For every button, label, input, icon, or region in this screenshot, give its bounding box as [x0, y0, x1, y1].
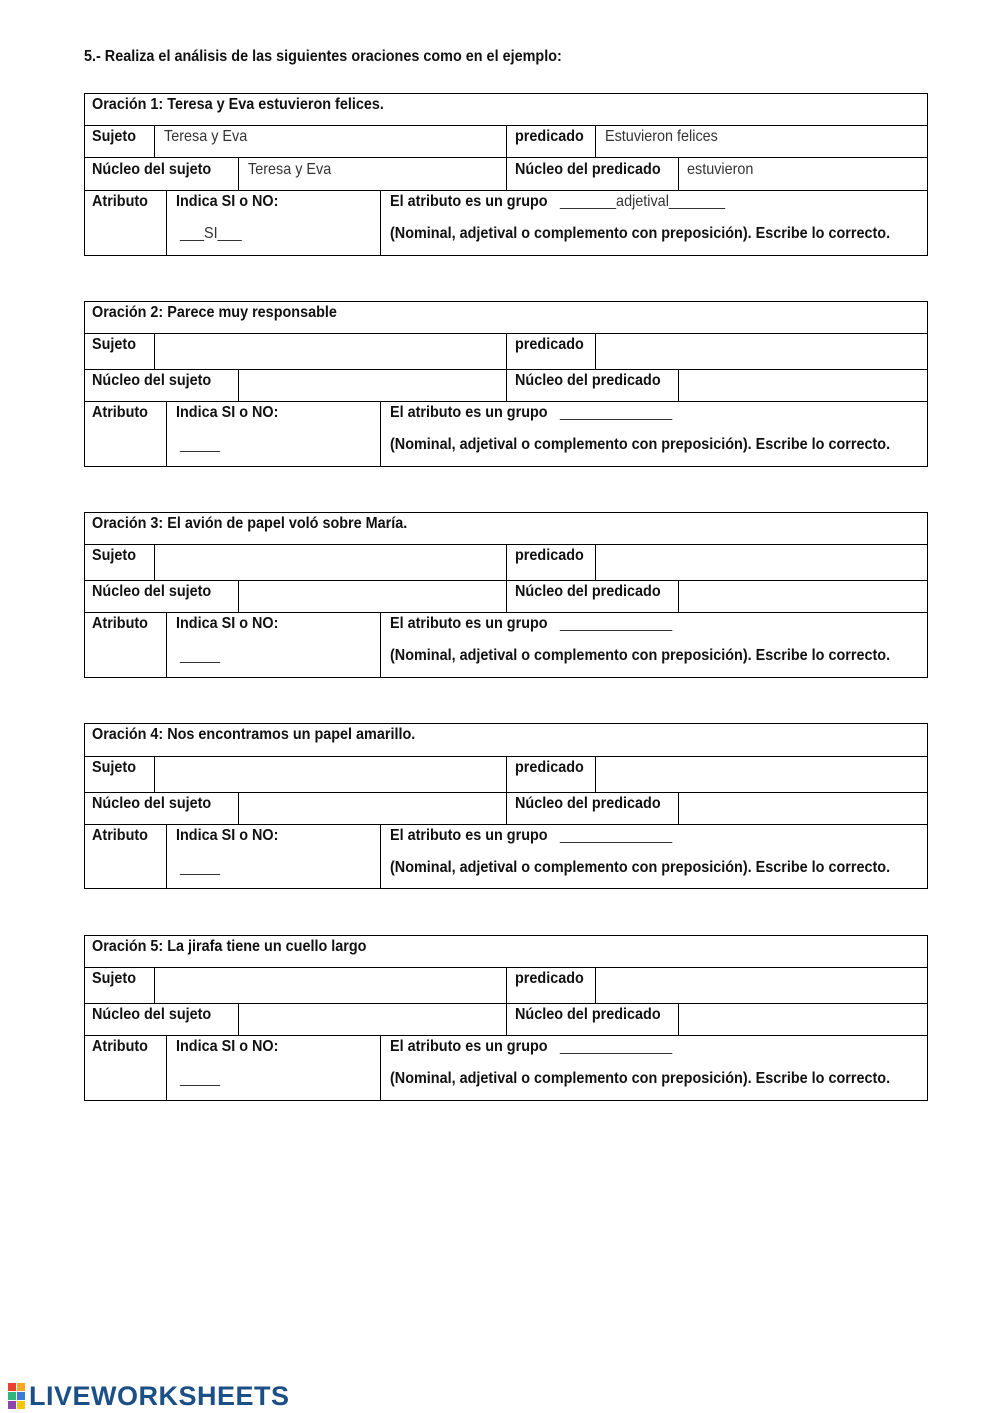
sujeto-label: Sujeto — [92, 970, 137, 987]
logo-text: LIVEWORKSHEETS — [29, 1380, 290, 1411]
grupo-options: (Nominal, adjetival o complemento con preposición). Escribe lo correcto. — [390, 647, 891, 664]
logo-block — [8, 1401, 16, 1409]
instruction-text: 5.- Realiza el análisis de las siguientes oraciones como en el ejemplo: — [84, 48, 562, 65]
sentence-title: Oración 1: Teresa y Eva estuvieron felices. — [92, 96, 384, 113]
grupo-answer[interactable]: ______________ — [560, 404, 673, 421]
atributo-label: Atributo — [92, 404, 148, 421]
indica-si-no-label: Indica SI o NO: — [176, 615, 279, 632]
grupo-label: El atributo es un grupo — [390, 1038, 548, 1055]
nucleo-sujeto-label: Núcleo del sujeto — [92, 161, 212, 178]
sentence-table-3 — [84, 512, 928, 678]
nucleo-sujeto-answer[interactable]: Teresa y Eva — [248, 161, 332, 178]
si-no-answer[interactable]: _____ — [180, 647, 221, 664]
grupo-label: El atributo es un grupo — [390, 404, 548, 421]
si-no-answer[interactable]: _____ — [180, 436, 221, 453]
predicado-label: predicado — [515, 759, 584, 776]
predicado-answer[interactable]: Estuvieron felices — [605, 128, 718, 145]
predicado-label: predicado — [515, 547, 584, 564]
indica-si-no-label: Indica SI o NO: — [176, 827, 279, 844]
sentence-title: Oración 3: El avión de papel voló sobre María. — [92, 515, 408, 532]
atributo-label: Atributo — [92, 193, 148, 210]
sentence-title: Oración 4: Nos encontramos un papel amarillo. — [92, 726, 416, 743]
indica-si-no-label: Indica SI o NO: — [176, 193, 279, 210]
nucleo-sujeto-label: Núcleo del sujeto — [92, 583, 212, 600]
grupo-answer[interactable]: ______________ — [560, 1038, 673, 1055]
predicado-label: predicado — [515, 128, 584, 145]
logo-block — [17, 1401, 25, 1409]
nucleo-predicado-label: Núcleo del predicado — [515, 372, 661, 389]
nucleo-sujeto-label: Núcleo del sujeto — [92, 795, 212, 812]
si-no-answer[interactable]: ___SI___ — [180, 225, 242, 242]
sentence-table-4 — [84, 723, 928, 889]
si-no-answer[interactable]: _____ — [180, 1070, 221, 1087]
indica-si-no-label: Indica SI o NO: — [176, 404, 279, 421]
sujeto-label: Sujeto — [92, 128, 137, 145]
si-no-answer[interactable]: _____ — [180, 859, 221, 876]
atributo-label: Atributo — [92, 827, 148, 844]
sentence-title: Oración 5: La jirafa tiene un cuello largo — [92, 938, 367, 955]
logo-blocks-icon — [8, 1383, 25, 1409]
grupo-label: El atributo es un grupo — [390, 615, 548, 632]
nucleo-sujeto-label: Núcleo del sujeto — [92, 1006, 212, 1023]
atributo-label: Atributo — [92, 1038, 148, 1055]
logo-block — [8, 1383, 16, 1391]
grupo-answer[interactable]: _______adjetival_______ — [560, 193, 725, 210]
grupo-answer[interactable]: ______________ — [560, 615, 673, 632]
grupo-label: El atributo es un grupo — [390, 193, 548, 210]
indica-si-no-label: Indica SI o NO: — [176, 1038, 279, 1055]
grupo-answer[interactable]: ______________ — [560, 827, 673, 844]
nucleo-sujeto-label: Núcleo del sujeto — [92, 372, 212, 389]
grupo-options: (Nominal, adjetival o complemento con preposición). Escribe lo correcto. — [390, 859, 891, 876]
sentence-table-2 — [84, 301, 928, 467]
nucleo-predicado-answer[interactable]: estuvieron — [687, 161, 754, 178]
grupo-options: (Nominal, adjetival o complemento con preposición). Escribe lo correcto. — [390, 436, 891, 453]
logo-block — [8, 1392, 16, 1400]
predicado-label: predicado — [515, 336, 584, 353]
grupo-label: El atributo es un grupo — [390, 827, 548, 844]
liveworksheets-logo — [8, 1382, 290, 1410]
sentence-table-5 — [84, 935, 928, 1101]
grupo-options: (Nominal, adjetival o complemento con preposición). Escribe lo correcto. — [390, 1070, 891, 1087]
predicado-label: predicado — [515, 970, 584, 987]
sujeto-answer[interactable]: Teresa y Eva — [164, 128, 248, 145]
nucleo-predicado-label: Núcleo del predicado — [515, 583, 661, 600]
sentence-table-1 — [84, 93, 928, 256]
sujeto-label: Sujeto — [92, 547, 137, 564]
grupo-options: (Nominal, adjetival o complemento con preposición). Escribe lo correcto. — [390, 225, 891, 242]
nucleo-predicado-label: Núcleo del predicado — [515, 161, 661, 178]
atributo-label: Atributo — [92, 615, 148, 632]
logo-block — [17, 1383, 25, 1391]
nucleo-predicado-label: Núcleo del predicado — [515, 1006, 661, 1023]
sentence-title: Oración 2: Parece muy responsable — [92, 304, 337, 321]
nucleo-predicado-label: Núcleo del predicado — [515, 795, 661, 812]
logo-block — [17, 1392, 25, 1400]
sujeto-label: Sujeto — [92, 759, 137, 776]
sujeto-label: Sujeto — [92, 336, 137, 353]
